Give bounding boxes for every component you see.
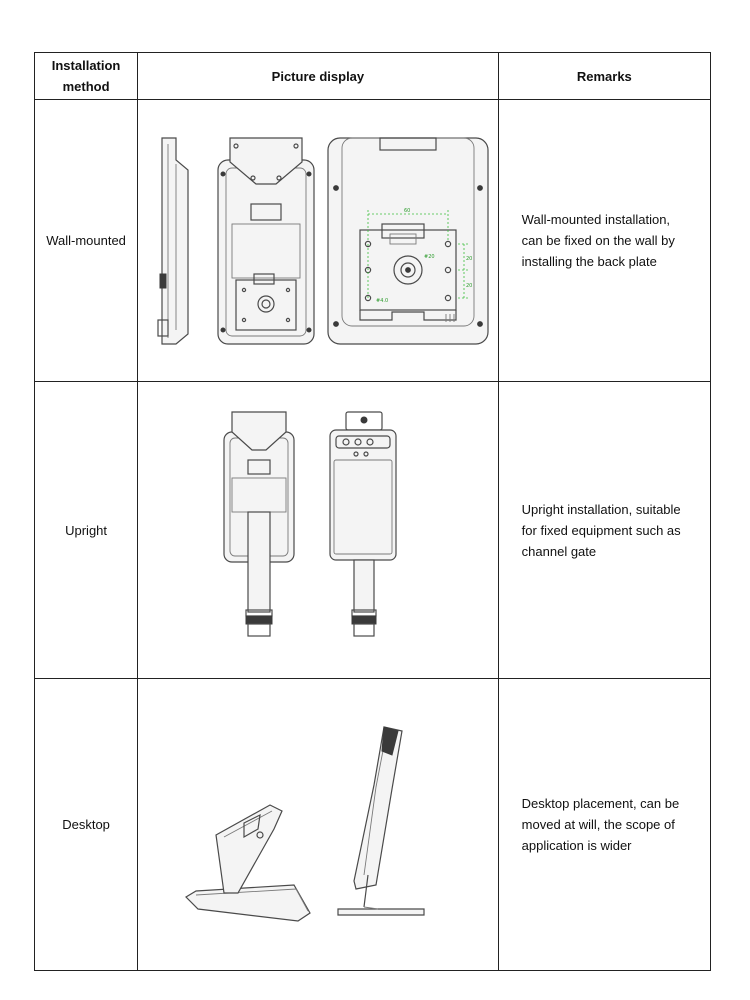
dimension-label-bore: #20 [423,253,435,260]
dimension-label-lower-gap: 20 [465,282,473,289]
remarks-cell-upright: Upright installation, suitable for fixed equipment such as channel gate [498,382,710,679]
table-row-upright [35,382,711,679]
header-picture-display: Picture display [138,53,499,100]
device-back-view [218,138,314,344]
back-plate-dimension-view [328,138,488,344]
remarks-cell-wall-mounted: Wall-mounted installation, can be fixed on the wall by installing the back plate [498,100,710,382]
dimension-label-width: 60 [403,207,411,214]
desktop-device-side-view [338,727,424,915]
picture-cell-wall-mounted [138,100,499,382]
dimension-label-upper-gap: 20 [465,255,473,262]
device-side-profile [158,138,188,344]
picture-cell-upright [138,382,499,679]
installation-methods-table [34,52,711,971]
desktop-stand [186,805,310,921]
upright-front-view [330,412,396,636]
method-cell-upright: Upright [35,382,138,679]
table-header-row [35,53,711,100]
remarks-cell-desktop: Desktop placement, can be moved at will, the scope of application is wider [498,679,710,971]
upright-drawing [218,410,418,650]
wall-mount-drawing [146,134,490,348]
table-row-desktop [35,679,711,971]
method-cell-wall-mounted: Wall-mounted [35,100,138,382]
desktop-drawing [178,725,458,925]
picture-cell-desktop [138,679,499,971]
table-row-wall-mounted [35,100,711,382]
upright-back-view [224,412,294,636]
header-installation-method: Installation method [35,53,138,100]
dimension-label-hole: #4.0 [375,297,389,304]
header-remarks: Remarks [498,53,710,100]
method-cell-desktop: Desktop [35,679,138,971]
